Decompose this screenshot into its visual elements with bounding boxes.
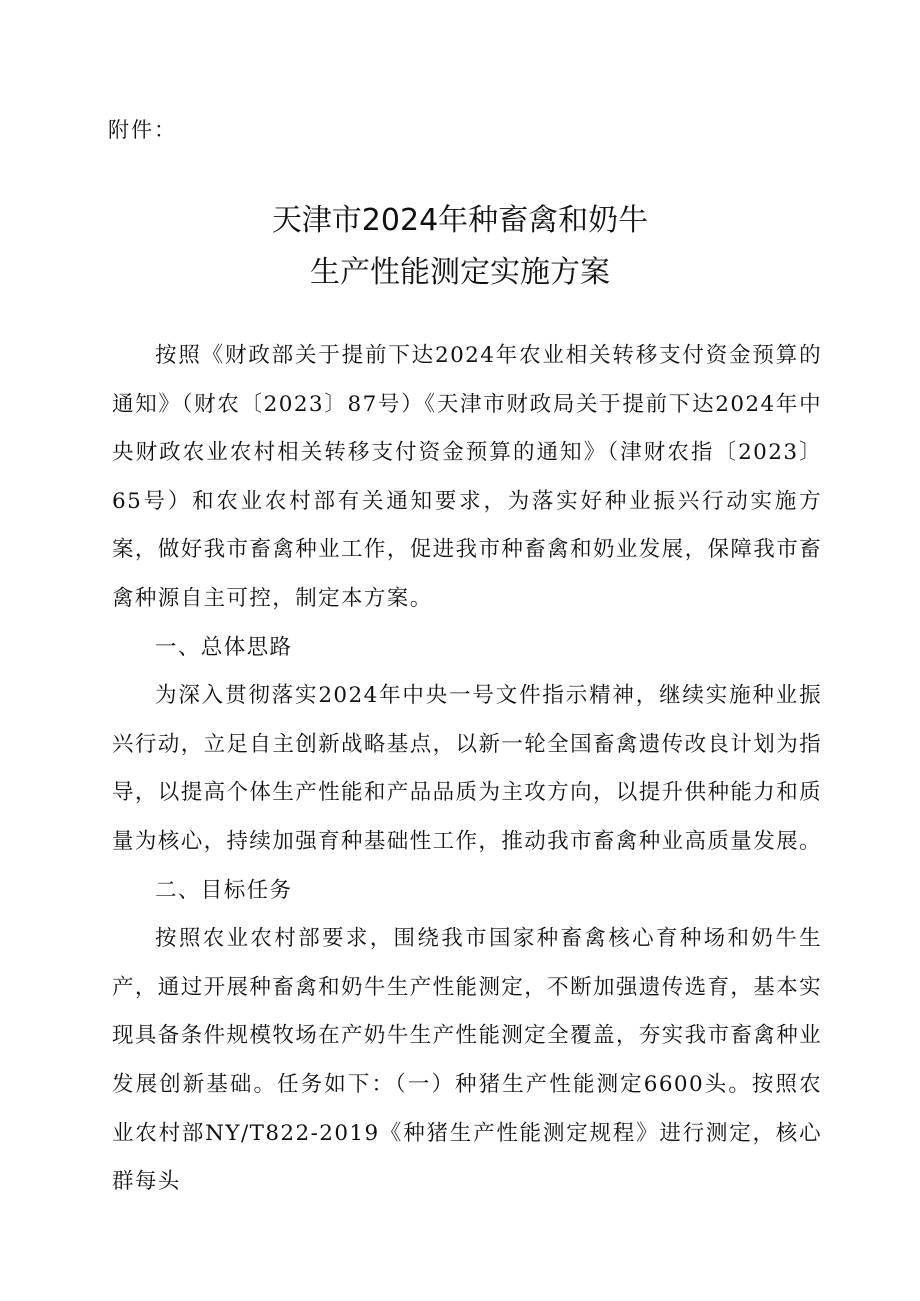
targets-tasks-paragraph: 按照农业农村部要求，围绕我市国家种畜禽核心育种场和奶牛生产，通过开展种畜禽和奶牛生产性能测定，不断加强遗传选育，基本实现具备条件规模牧场在产奶牛生产性能测定全覆盖，夯实我市畜禽种业发展创新基础。任务如下：（一）种猪生产性能测定6600头。按照农业农村部NY/T822-2019《种猪生产性能测定规程》进行测定，核心群每头 [112,926,822,1195]
overall-approach-paragraph: 为深入贯彻落实2024年中央一号文件指示精神，继续实施种业振兴行动，立足自主创新战略基点，以新一轮全国畜禽遗传改良计划为指导，以提高个体生产性能和产品品质为主攻方向，以提升供种能力和质量为核心，持续加强育种基础性工作，推动我市畜禽种业高质量发展。 [112,683,822,854]
section-heading-targets-tasks: 二、目标任务 [155,877,293,903]
title-line-2: 生产性能测定实施方案 [310,255,610,290]
document-title [0,195,920,299]
section-heading-overall-approach: 一、总体思路 [155,634,293,660]
title-line-1: 天津市2024年种畜禽和奶牛 [271,203,649,238]
attachment-label: 附件： [108,118,177,142]
intro-paragraph: 按照《财政部关于提前下达2024年农业相关转移支付资金预算的通知》（财农〔2023〕87号）《天津市财政局关于提前下达2024年中央财政农业农村相关转移支付资金预算的通知》（津财农指〔2023〕65号）和农业农村部有关通知要求，为落实好种业振兴行动实施方案，做好我市畜禽种业工作，促进我市种畜禽和奶业发展，保障我市畜禽种源自主可控，制定本方案。 [112,343,822,611]
document-body [112,332,822,1195]
